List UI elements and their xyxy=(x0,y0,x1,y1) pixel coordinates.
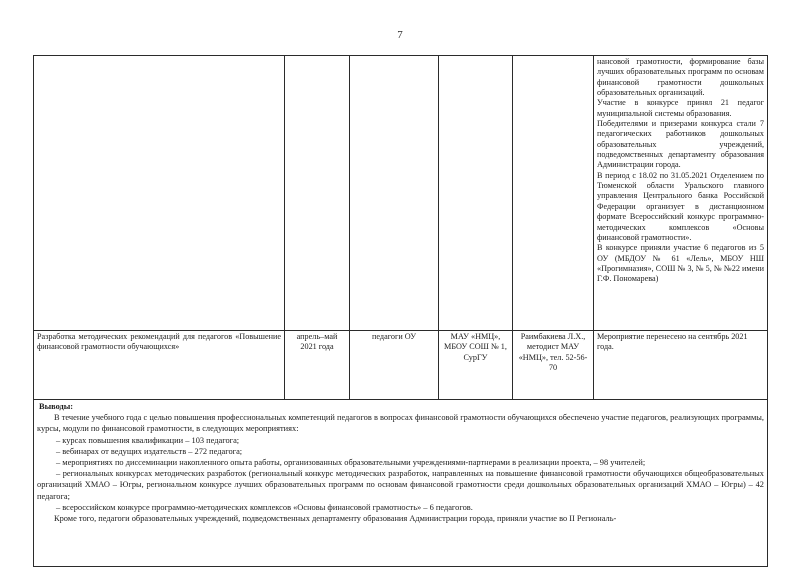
cell-responsible xyxy=(513,56,594,331)
conclusions-cell xyxy=(34,400,768,567)
cell-notes xyxy=(594,56,768,331)
note-paragraph: нансовой грамотности, формирование базы лучших образовательных программ по основам финансовой грамотности дошкольных образовательных организаций. xyxy=(597,57,764,98)
conclusions-paragraph: – курсах повышения квалификации – 103 педагога; xyxy=(56,435,240,445)
cell-participants: педагоги ОУ xyxy=(350,331,439,400)
conclusions-row xyxy=(34,400,768,567)
conclusions-paragraph: – всероссийском конкурсе программно-методических комплексов «Основы финансовой грамотность» – 6 педагогов. xyxy=(56,502,473,512)
cell-organizers xyxy=(439,56,513,331)
conclusions-paragraph: – мероприятиях по диссеминации накопленного опыта работы, организованных образовательными учреждениями-партнерами в реализации проекта, – 98 учителей; xyxy=(56,458,646,468)
note-paragraph: Победителями и призерами конкурса стали 7 педагогических работников дошкольных образовательных учреждений, подведомственных департаменту образования Администрации города. xyxy=(597,119,764,170)
cell-dates xyxy=(285,56,350,331)
note-paragraph: В период с 18.02 по 31.05.2021 Отделением по Тюменской области Уральского главного управления Центрального банка Российской Федерации организует в дистанционном формате Всероссийский конкурс программно-методических комплексов «Основы финансовой грамотности». xyxy=(597,170,764,242)
conclusions-paragraph: – вебинарах от ведущих издательств – 272 педагога; xyxy=(56,446,243,456)
activities-table xyxy=(33,55,768,567)
cell-activity-name xyxy=(34,56,285,331)
cell-responsible: Раимбакиева Л.Х., методист МАУ «НМЦ», тел. 52-56-70 xyxy=(513,331,594,400)
conclusions-paragraph: В течение учебного года с целью повышения профессиональных компетенций педагогов в вопросах финансовой грамотности обучающихся обеспечено участие педагогов, реализующих программы, курсы, модули по финансовой грамотности, в следующих мероприятиях: xyxy=(37,413,764,434)
conclusions-paragraph: Кроме того, педагоги образовательных учреждений, подведомственных департаменту образования Администрации города, приняли участие во II Региональ- xyxy=(54,514,617,524)
table-row xyxy=(34,56,768,331)
cell-participants xyxy=(350,56,439,331)
cell-activity-name: Разработка методических рекомендаций для педагогов «Повышение финансовой грамотности обучающихся» xyxy=(34,331,285,400)
note-paragraph: Участие в конкурсе принял 21 педагог муниципальной системы образования. xyxy=(597,98,764,118)
cell-dates: апрель–май 2021 года xyxy=(285,331,350,400)
cell-notes: Мероприятие перенесено на сентябрь 2021 года. xyxy=(594,331,768,400)
conclusions-title: Выводы: xyxy=(39,402,74,411)
cell-organizers: МАУ «НМЦ», МБОУ СОШ № 1, СурГУ xyxy=(439,331,513,400)
table-row xyxy=(34,331,768,400)
page-number: 7 xyxy=(397,29,403,41)
note-paragraph: В конкурсе приняли участие 6 педагогов из 5 ОУ (МБДОУ № 61 «Лель», МБОУ НШ «Прогимназия», СОШ № 3, № 5, № №22 имени Г.Ф. Пономарева) xyxy=(597,243,764,284)
conclusions-paragraph: – региональных конкурсах методических разработок (региональный конкурс методических разработок, направленных на повышение финансовой грамотности обучающихся общеобразовательных организаций ХМАО – Югры, региональном конкурсе лучших образовательных программ по основам финансовой грамотности среди дошкольных образовательных организаций ХМАО – Югры) – 42 педагога; xyxy=(37,469,764,501)
